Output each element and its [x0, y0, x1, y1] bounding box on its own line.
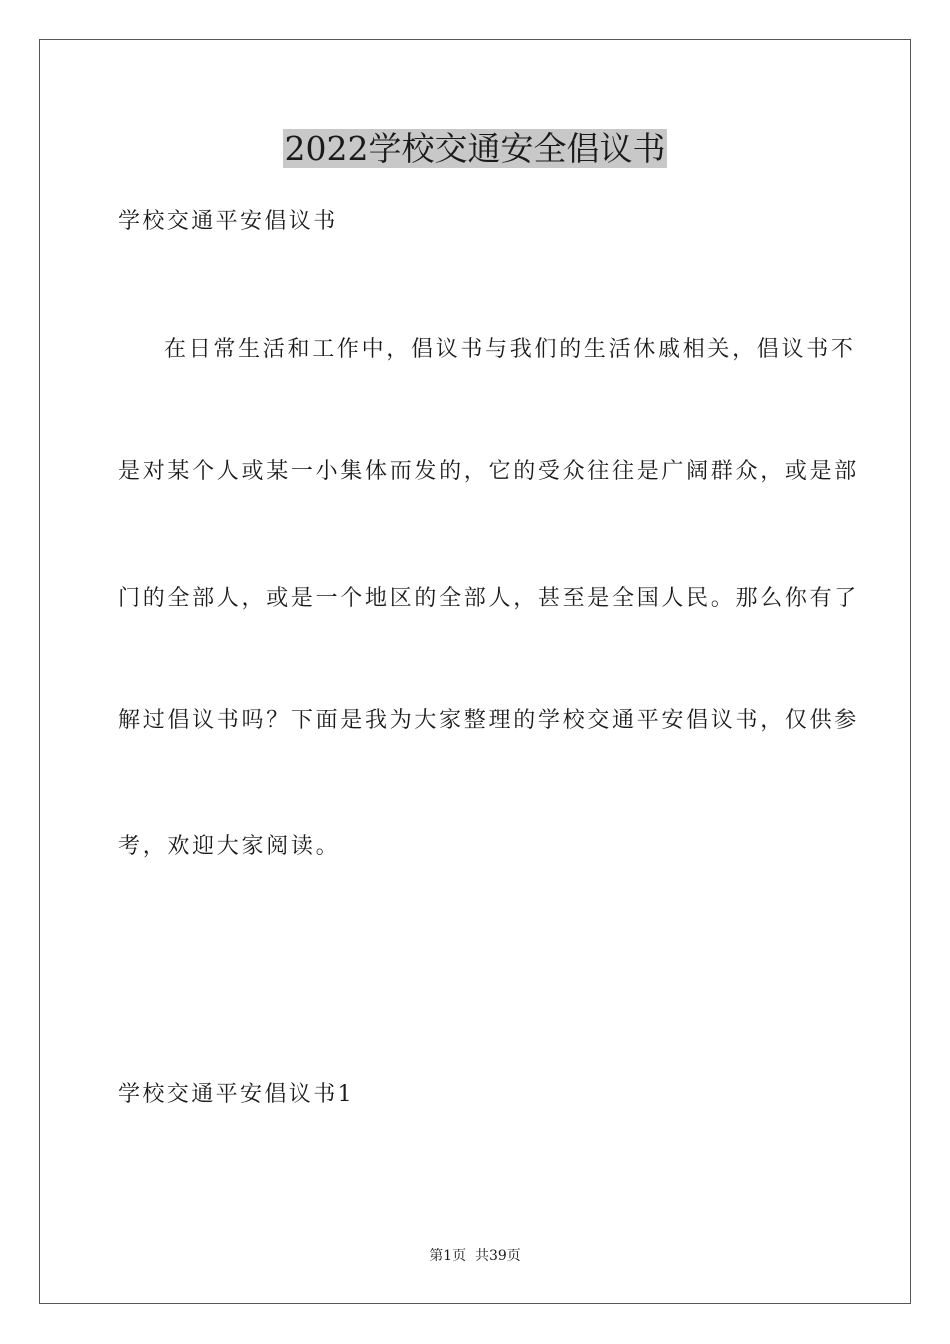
paragraph-line: 考，欢迎大家阅读。: [118, 834, 341, 859]
document-title: [0, 126, 950, 172]
paragraph-line: 是对某个人或某一小集体而发的，它的受众往往是广阔群众，或是部: [118, 459, 860, 484]
section-heading: 学校交通平安倡议书1: [118, 1082, 354, 1107]
page-footer: 第1页 共39页: [429, 1248, 521, 1264]
paragraph-line: 门的全部人，或是一个地区的全部人，甚至是全国人民。那么你有了: [118, 586, 860, 611]
paragraph-line: 解过倡议书吗？下面是我为大家整理的学校交通平安倡议书，仅供参: [118, 708, 860, 733]
document-title-text: 2022学校交通安全倡议书: [284, 129, 666, 168]
document-subtitle: 学校交通平安倡议书: [118, 209, 338, 234]
paragraph-line: 在日常生活和工作中，倡议书与我们的生活休戚相关，倡议书不: [164, 337, 856, 362]
